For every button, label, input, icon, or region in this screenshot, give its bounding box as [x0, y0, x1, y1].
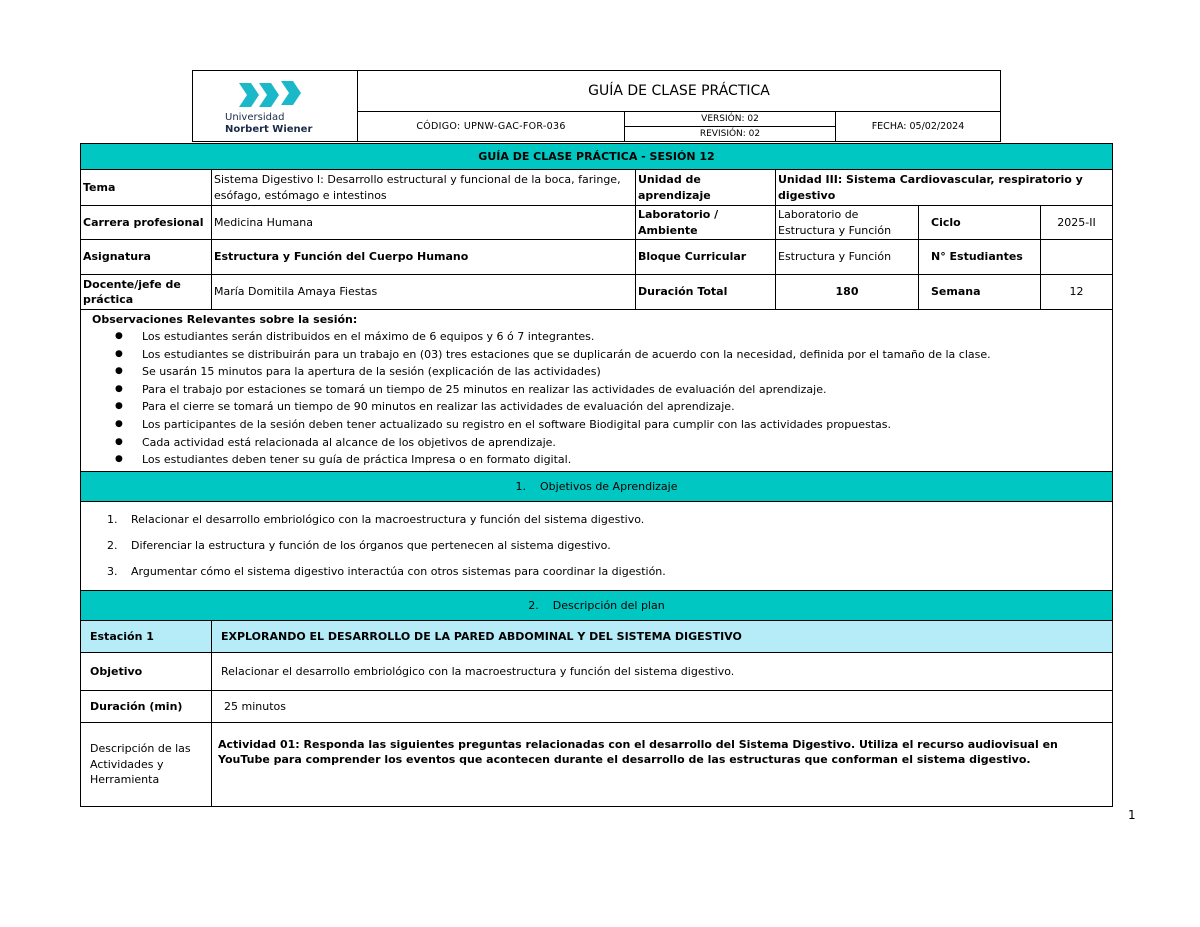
unidad-value: Sistema Cardiovascular, respiratorio y digestivo	[778, 173, 1083, 202]
tema-value: Sistema Digestivo I: Desarrollo estructural y funcional de la boca, faringe, esófago, estómago e intestinos	[212, 170, 636, 206]
observation-item: ● Cada actividad está relacionada al alcance de los objetivos de aprendizaje.	[83, 434, 1110, 452]
objectives-list	[83, 511, 1110, 580]
observation-item: ● Para el trabajo por estaciones se tomará un tiempo de 25 minutos en realizar las actividades de evaluación del aprendizaje.	[83, 381, 1110, 399]
objectives-cell	[81, 502, 1113, 591]
unidad-bold: Unidad III:	[778, 173, 843, 187]
session-table	[80, 143, 1113, 807]
plan-heading: 2. Descripción del plan	[81, 591, 1113, 621]
ciclo-label: Ciclo	[919, 206, 1041, 240]
observations-cell	[81, 310, 1113, 472]
duracion-total-label: Duración Total	[636, 275, 776, 310]
estudiantes-value	[1041, 240, 1113, 275]
document-revision: REVISIÓN: 02	[624, 126, 836, 142]
observations-title: Observaciones Relevantes sobre la sesión:	[92, 313, 358, 326]
objective-text: Argumentar cómo el sistema digestivo interactúa con otros sistemas para coordinar la digestión.	[131, 565, 666, 578]
document-version: VERSIÓN: 02	[624, 111, 836, 127]
logo-text-line1: Universidad	[225, 112, 285, 123]
observation-item: ● Se usarán 15 minutos para la apertura de la sesión (explicación de las actividades)	[83, 363, 1110, 381]
observation-item: ● Los participantes de la sesión deben tener actualizado su registro en el software Biodigital para cumplir con las actividades propuestas.	[83, 416, 1110, 434]
semana-value: 12	[1041, 275, 1113, 310]
objective-number: 2.	[107, 539, 118, 552]
objective-item	[83, 563, 1110, 580]
docente-label: Docente/jefe de práctica	[81, 275, 212, 310]
objective-number: 1.	[107, 513, 118, 526]
actividad-text: Actividad 01: Responda las siguientes preguntas relacionadas con el desarrollo del Sistema Digestivo. Utiliza el recurso audiovisual en YouTube para comprender los eventos que acontecen durante el desarrollo de las estructuras que conforman el sistema digestivo.	[212, 723, 1113, 807]
station-value: EXPLORANDO EL DESARROLLO DE LA PARED ABDOMINAL Y DEL SISTEMA DIGESTIVO	[212, 621, 1113, 653]
semana-label: Semana	[919, 275, 1041, 310]
lab-value: Laboratorio de Estructura y Función	[776, 206, 919, 240]
session-heading: GUÍA DE CLASE PRÁCTICA - SESIÓN 12	[81, 144, 1113, 170]
objective-item	[83, 537, 1110, 554]
ciclo-value: 2025-II	[1041, 206, 1113, 240]
page-number: 1	[1128, 808, 1136, 822]
duracion-label: Duración (min)	[81, 691, 212, 723]
document-code: CÓDIGO: UPNW-GAC-FOR-036	[357, 111, 625, 142]
tema-label: Tema	[81, 170, 212, 206]
asignatura-label: Asignatura	[81, 240, 212, 275]
unidad-label: Unidad de aprendizaje	[636, 170, 776, 206]
logo-text-line2: Norbert Wiener	[225, 124, 313, 135]
objective-text: Diferenciar la estructura y función de los órganos que pertenecen al sistema digestivo.	[131, 539, 611, 552]
duracion-total-value: 180	[776, 275, 919, 310]
docente-value: María Domitila Amaya Fiestas	[212, 275, 636, 310]
observations-list	[83, 328, 1110, 469]
observation-item: ● Los estudiantes deben tener su guía de práctica Impresa o en formato digital.	[83, 451, 1110, 469]
observation-item: ● Los estudiantes serán distribuidos en el máximo de 6 equipos y 6 ó 7 integrantes.	[83, 328, 1110, 346]
objective-number: 3.	[107, 565, 118, 578]
objective-item	[83, 511, 1110, 528]
document-title: GUÍA DE CLASE PRÁCTICA	[357, 70, 1001, 112]
carrera-value: Medicina Humana	[212, 206, 636, 240]
objective-text: Relacionar el desarrollo embriológico con la macroestructura y función del sistema digestivo.	[131, 513, 645, 526]
observation-item: ● Para el cierre se tomará un tiempo de 90 minutos en realizar las actividades de evaluación del aprendizaje.	[83, 398, 1110, 416]
station-label: Estación 1	[81, 621, 212, 653]
bloque-value: Estructura y Función	[776, 240, 919, 275]
duracion-value: 25 minutos	[212, 691, 1113, 723]
document-date: FECHA: 05/02/2024	[835, 111, 1001, 142]
objetivo-value: Relacionar el desarrollo embriológico con la macroestructura y función del sistema digestivo.	[212, 653, 1113, 691]
logo-cell	[192, 70, 358, 142]
observation-item: ● Los estudiantes se distribuirán para un trabajo en (03) tres estaciones que se duplicarán de acuerdo con la necesidad, definida por el tamaño de la clase.	[83, 346, 1110, 364]
objectives-heading: 1. Objetivos de Aprendizaje	[81, 472, 1113, 502]
asignatura-value: Estructura y Función del Cuerpo Humano	[212, 240, 636, 275]
objetivo-label: Objetivo	[81, 653, 212, 691]
unidad-cell	[776, 170, 1113, 206]
descripcion-label: Descripción de las Actividades y Herramienta	[81, 723, 212, 807]
lab-label: Laboratorio / Ambiente	[636, 206, 776, 240]
bloque-label: Bloque Curricular	[636, 240, 776, 275]
carrera-label: Carrera profesional	[81, 206, 212, 240]
estudiantes-label: N° Estudiantes	[919, 240, 1041, 275]
